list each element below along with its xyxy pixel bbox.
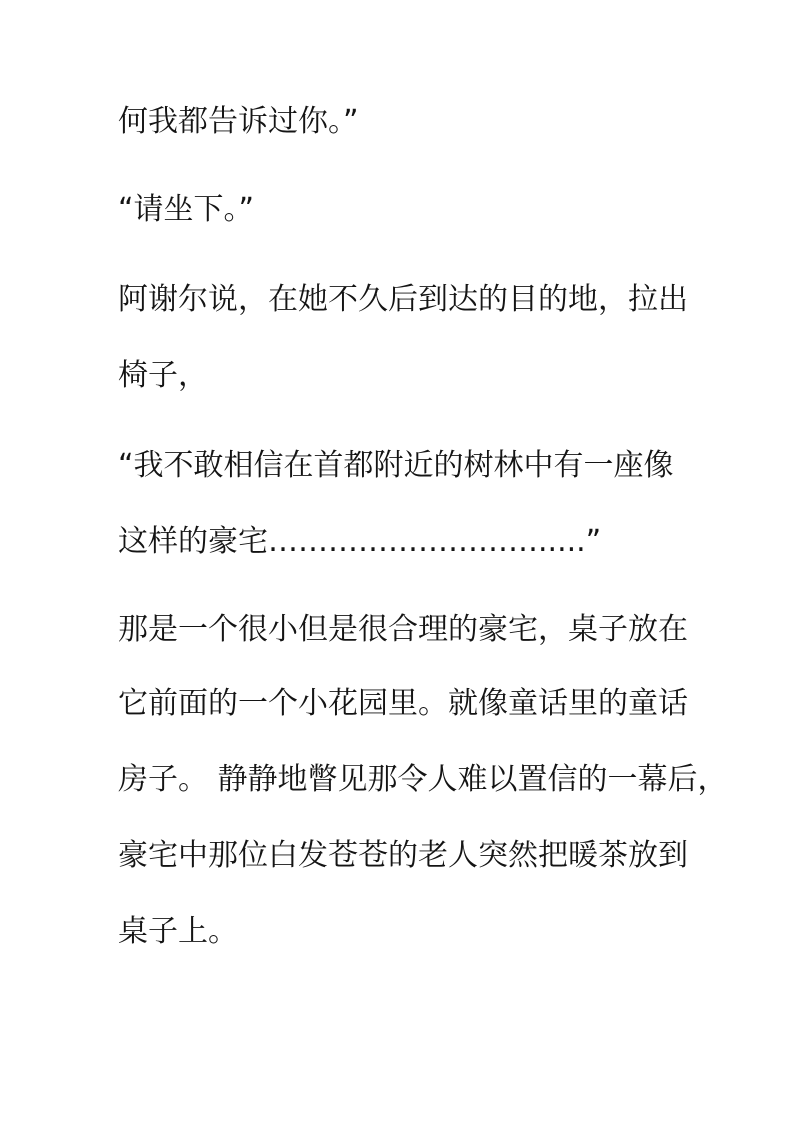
text-line-10: 豪宅中那位白发苍苍的老人突然把暖茶放到 [118, 838, 688, 873]
text-line-6: 这样的豪宅……………………….....” [118, 524, 602, 559]
text-line-8: 它前面的一个小花园里。就像童话里的童话 [118, 686, 688, 721]
text-line-4: 椅子， [118, 358, 208, 393]
text-line-2: “请坐下。” [118, 192, 255, 227]
text-line-7: 那是一个很小但是很合理的豪宅，桌子放在 [118, 612, 688, 647]
text-line-11: 桌子上。 [118, 914, 238, 949]
text-line-9: 房子。 静静地瞥见那令人难以置信的一幕后， [118, 762, 728, 797]
text-line-5: “我不敢相信在首都附近的树林中有一座像 [118, 448, 674, 483]
text-line-3: 阿谢尔说，在她不久后到达的目的地，拉出 [118, 282, 688, 317]
text-line-1: 何我都告诉过你。” [118, 104, 359, 139]
